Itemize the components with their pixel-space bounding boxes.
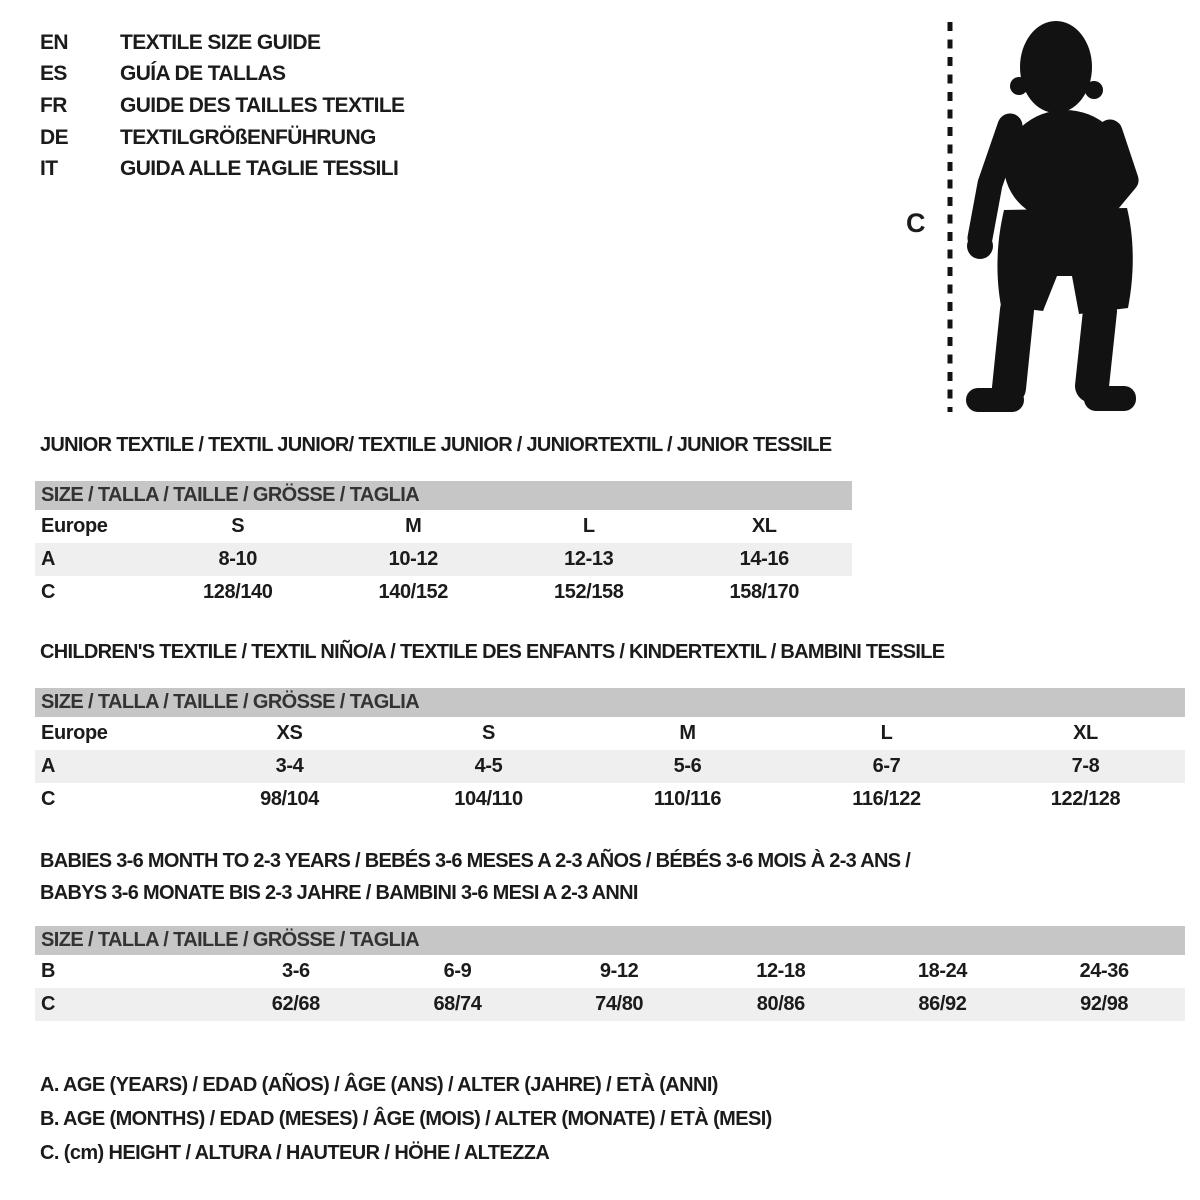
guide-title: GUIDA ALLE TAGLIE TESSILI (120, 157, 399, 181)
age-cell: 9-12 (599, 960, 639, 982)
height-cell: 128/140 (203, 581, 273, 603)
language-title-list (40, 27, 404, 185)
height-cell: 68/74 (377, 988, 539, 1021)
baby-silhouette-figure (900, 14, 1150, 424)
children-section-heading: CHILDREN'S TEXTILE / TEXTIL NIÑO/A / TEXTILE DES ENFANTS / KINDERTEXTIL / BAMBINI TESSILE (40, 641, 945, 663)
row-label: C (41, 788, 56, 810)
row-label: C (41, 581, 56, 603)
babies-section-heading (40, 845, 910, 909)
table-row (35, 988, 1185, 1021)
table-row (35, 783, 1185, 816)
table-row (35, 955, 1185, 988)
language-code: ES (40, 62, 67, 86)
children-size-table (35, 688, 1185, 816)
height-cell: 158/170 (729, 581, 799, 603)
age-cell: 4-5 (389, 750, 588, 783)
table-row (35, 543, 852, 576)
row-label: Europe (41, 515, 108, 537)
row-label: Europe (41, 722, 108, 744)
measure-legend (40, 1068, 772, 1170)
babies-size-table (35, 926, 1185, 1021)
baby-silhouette (966, 21, 1136, 412)
language-row-fr (40, 90, 404, 122)
size-header-label: SIZE / TALLA / TAILLE / GRÖSSE / TAGLIA (35, 481, 852, 510)
language-row-es (40, 59, 404, 91)
age-cell: 3-4 (190, 750, 389, 783)
height-cell: 116/122 (852, 788, 921, 810)
table-row (35, 717, 1185, 750)
language-code: DE (40, 125, 68, 149)
height-cell: 110/116 (653, 788, 722, 810)
size-cell: XS (276, 722, 303, 744)
row-label: A (35, 750, 190, 783)
height-cell: 122/128 (1050, 788, 1121, 810)
age-cell: 5-6 (588, 750, 787, 783)
table-row (35, 750, 1185, 783)
guide-title: TEXTILGRÖßENFÜHRUNG (120, 125, 376, 149)
table-row (35, 510, 852, 543)
language-row-it (40, 153, 404, 185)
height-cell: 86/92 (862, 988, 1024, 1021)
height-cell: 92/98 (1023, 988, 1185, 1021)
legend-line-a: A. AGE (YEARS) / EDAD (AÑOS) / ÂGE (ANS) / ALTER (JAHRE) / ETÀ (ANNI) (40, 1074, 718, 1096)
row-label: A (35, 543, 150, 576)
size-cell: S (482, 722, 495, 744)
size-header-bar (35, 926, 1185, 955)
row-label: B (41, 960, 56, 982)
size-cell: S (231, 515, 245, 537)
size-header-bar (35, 481, 852, 510)
age-cell: 3-6 (281, 960, 310, 982)
babies-heading-line1: BABIES 3-6 MONTH TO 2-3 YEARS / BEBÉS 3-6 MESES A 2-3 AÑOS / BÉBÉS 3-6 MOIS À 2-3 ANS / (40, 850, 911, 872)
size-cell: L (880, 722, 893, 744)
legend-line-b: B. AGE (MONTHS) / EDAD (MESES) / ÂGE (MOIS) / ALTER (MONATE) / ETÀ (MESI) (40, 1108, 772, 1130)
guide-title: GUIDE DES TAILLES TEXTILE (120, 93, 405, 117)
junior-section-heading: JUNIOR TEXTILE / TEXTIL JUNIOR/ TEXTILE JUNIOR / JUNIORTEXTIL / JUNIOR TESSILE (40, 434, 832, 456)
size-cell: M (405, 515, 422, 537)
size-header-bar (35, 688, 1185, 717)
height-measure-label: C (906, 208, 925, 238)
size-cell: L (582, 515, 595, 537)
age-cell: 7-8 (986, 750, 1185, 783)
language-code: EN (40, 30, 68, 54)
height-cell: 152/158 (554, 581, 624, 603)
language-code: IT (40, 157, 58, 181)
age-cell: 8-10 (150, 543, 326, 576)
guide-title: GUÍA DE TALLAS (120, 62, 286, 86)
age-cell: 12-13 (501, 543, 677, 576)
height-cell: 98/104 (260, 788, 319, 810)
size-cell: XL (1073, 722, 1098, 744)
row-label: C (35, 988, 215, 1021)
age-cell: 10-12 (326, 543, 502, 576)
size-header-label: SIZE / TALLA / TAILLE / GRÖSSE / TAGLIA (35, 926, 1185, 955)
height-cell: 140/152 (378, 581, 448, 603)
age-cell: 12-18 (756, 960, 806, 982)
table-row (35, 576, 852, 609)
age-cell: 6-7 (787, 750, 986, 783)
size-cell: M (679, 722, 696, 744)
language-row-de (40, 122, 404, 154)
age-cell: 14-16 (677, 543, 853, 576)
age-cell: 18-24 (917, 960, 968, 982)
babies-heading-line2: BABYS 3-6 MONATE BIS 2-3 JAHRE / BAMBINI 3-6 MESI A 2-3 ANNI (40, 882, 638, 904)
guide-title: TEXTILE SIZE GUIDE (120, 30, 321, 54)
size-cell: XL (751, 515, 777, 537)
height-cell: 74/80 (538, 988, 700, 1021)
junior-size-table (35, 481, 852, 609)
legend-line-c: C. (cm) HEIGHT / ALTURA / HAUTEUR / HÖHE / ALTEZZA (40, 1142, 550, 1164)
language-row-en (40, 27, 404, 59)
height-cell: 104/110 (454, 788, 523, 810)
language-code: FR (40, 93, 67, 117)
height-cell: 80/86 (700, 988, 862, 1021)
age-cell: 6-9 (443, 960, 472, 982)
age-cell: 24-36 (1079, 960, 1129, 982)
height-cell: 62/68 (215, 988, 377, 1021)
size-header-label: SIZE / TALLA / TAILLE / GRÖSSE / TAGLIA (35, 688, 1185, 717)
